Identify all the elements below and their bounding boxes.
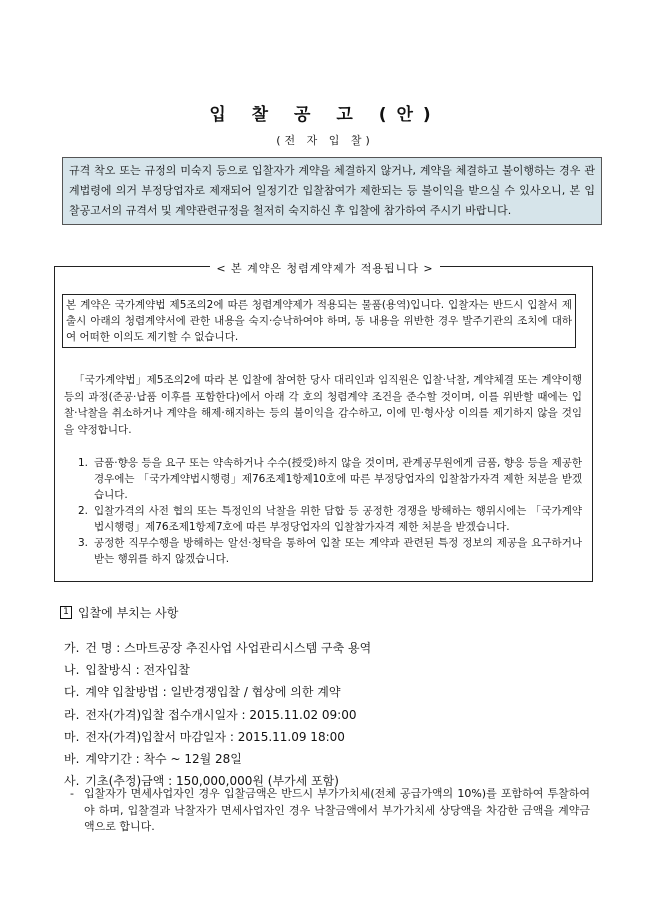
integrity-inner-box [62,294,576,348]
list-item [64,726,604,748]
item-label: 가. [64,641,80,655]
list-item [64,748,604,770]
section-heading-text: 입찰에 부치는 사항 [78,606,179,620]
item-label: 사. [64,774,80,789]
item-text: 계약 입찰방법 : 일반경쟁입찰 / 협상에 의한 계약 [85,685,341,700]
clause-number: 2. [78,505,89,517]
clause-text: 입찰가격의 사전 협의 또는 특정인의 낙찰을 위한 담합 등 공정한 경쟁을 방해하는 행위시에는 「국가계약법시행령」제76조제1항제7호에 따른 부정당업자의 입찰참가자격 제한 처분을 받겠습니다. [94,505,582,533]
section-number-box: 1 [60,606,72,619]
clause-item [78,455,582,503]
note-dash: - [70,787,74,800]
integrity-box-text: 본 계약은 국가계약법 제5조의2에 따른 청렴계약제가 적용되는 물품(용역)입니다. 입찰자는 반드시 입찰서 제출시 아래의 청렴계약서에 관한 내용을 숙지·승낙하여야 하며, 동 내용을 위반한 경우 발주기관의 조치에 대하여 어떠한 이의도 제기할 수 없습니다. [66,299,572,343]
integrity-heading [0,257,650,276]
item-text: 전자(가격)입찰서 마감일자 : 2015.11.09 18:00 [85,729,345,744]
item-label: 다. [64,685,80,700]
list-item [64,659,604,681]
clause-item [78,503,582,535]
item-label: 나. [64,663,80,678]
clause-number: 3. [78,537,89,549]
bid-items-list [64,637,604,792]
document-title: 입 찰 공 고 (안) [209,105,441,125]
note-text: 입찰자가 면세사업자인 경우 입찰금액은 반드시 부가가치세(전체 공급가액의 10%)를 포함하여 투찰하여야 하며, 입찰결과 낙찰자가 면세사업자인 경우 낙찰금액에서 부가가치세 상당액을 차감한 금액을 계약금액으로 합니다. [84,787,590,833]
item-text: 기초(추정)금액 : 150,000,000원 (부가세 포함) [85,774,339,789]
clause-item [78,535,582,567]
item-label: 마. [64,729,80,744]
notice-box [62,157,602,225]
item-text: 전자(가격)입찰 접수개시일자 : 2015.11.02 09:00 [85,707,357,722]
item-text: 입찰방식 : 전자입찰 [85,663,190,678]
clause-number: 1. [78,457,89,469]
item-label: 바. [64,752,80,767]
vat-note [70,786,590,836]
document-subtitle: (전 자 입 찰) [276,134,374,147]
item-label: 라. [64,707,80,722]
integrity-heading-text: < 본 계약은 청렴계약제가 적용됩니다 > [210,262,439,275]
notice-text: 규격 착오 또는 규정의 미숙지 등으로 입찰자가 계약을 체결하지 않거나, 계약을 체결하고 불이행하는 경우 관계법령에 의거 부정당업자로 제재되어 일정기간 입찰참여가 제한되는 등 불이익을 받으실 수 있사오니, 본 입찰공고서의 규격서 및 계약관련규정을 철저히 숙지하신 후 입찰에 참가하여 주시기 바랍니다. [69,164,595,217]
list-item [64,704,604,726]
clause-text: 공정한 직무수행을 방해하는 알선·청탁을 통하여 입찰 또는 계약과 관련된 특정 정보의 제공을 요구하거나 받는 행위를 하지 않겠습니다. [94,537,582,565]
list-item [64,681,604,703]
clause-text: 금품·향응 등을 요구 또는 약속하거나 수수(授受)하지 않을 것이며, 관계공무원에게 금품, 향응 등을 제공한 경우에는 「국가계약법시행령」제76조제1항제10호에 따른 부정당업자의 입찰참가자격 제한 처분을 받겠습니다. [94,457,582,501]
list-item [64,637,604,659]
section-heading [60,604,178,621]
item-text: 계약기간 : 착수 ~ 12월 28일 [85,752,242,767]
item-text: 건 명 : 스마트공장 추진사업 사업관리시스템 구축 용역 [85,641,372,655]
integrity-clauses [78,455,582,567]
integrity-pledge: 「국가계약법」제5조의2에 따라 본 입찰에 참여한 당사 대리인과 임직원은 입찰·낙찰, 계약체결 또는 계약이행 등의 과정(준공·납품 이후를 포함한다)에서 아래 각 호의 청렴계약 조건을 준수할 것이며, 이를 위반할 때에는 입찰·낙찰을 취소하거나 계약을 해제·해지하는 등의 불이익을 감수하고, 이에 민·형사상 이의를 제기하지 않을 것임을 약정합니다. [64,374,582,436]
